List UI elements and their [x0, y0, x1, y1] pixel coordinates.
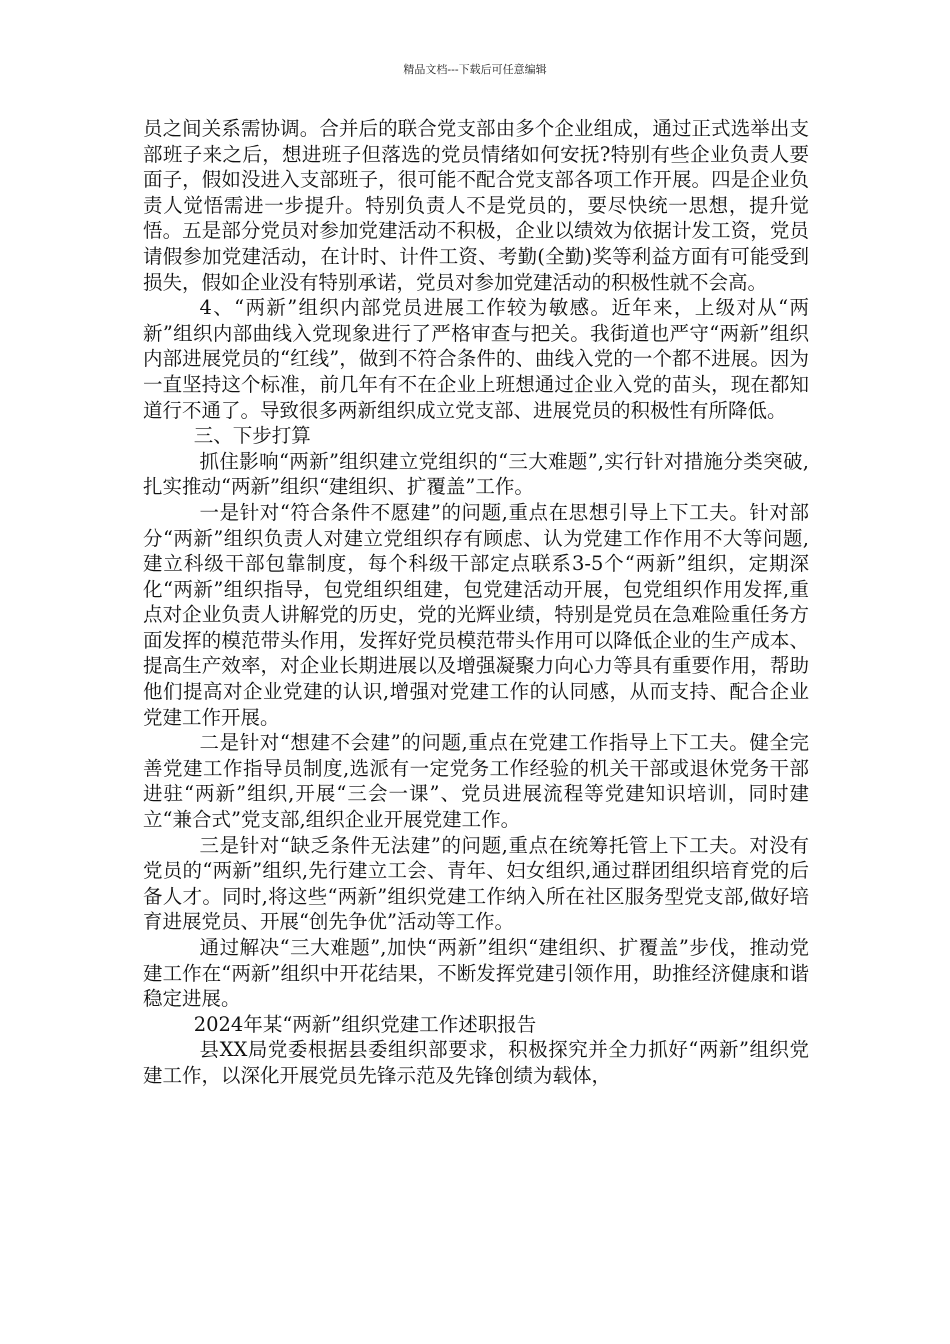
paragraph-continuation: 员之间关系需协调。合并后的联合党支部由多个企业组成，通过正式选举出支部班子来之后，想进班子但落选的党员情绪如何安抚?特别有些企业负责人要面子，假如没进入支部班子，很可能不配合党支部各项工作开展。四是企业负责人觉悟需进一步提升。特别负责人不是党员的，要尽快统一思想，提升觉悟。五是部分党员对参加党建活动不积极，企业以绩效为依据计发工资，党员请假参加党建活动，在计时、计件工资、考勤(全勤)奖等利益方面有可能受到损失，假如企业没有特别承诺，党员对参加党建活动的积极性就不会高。 [143, 117, 809, 294]
paragraph-report-start: 县XX局党委根据县委组织部要求，积极探究并全力抓好“两新”组织党建工作，以深化开展党员先锋示范及先锋创绩为载体， [143, 1038, 809, 1087]
paragraph-conclusion: 通过解决“三大难题”,加快“两新”组织“建组织、扩覆盖”步伐，推动党建工作在“两新”组织中开花结果，不断发挥党建引领作用，助推经济健康和谐稳定进展。 [143, 936, 809, 1011]
paragraph-intro-three-problems: 抓住影响“两新”组织建立党组织的“三大难题”,实行针对措施分类突破,扎实推动“两新”组织“建组织、扩覆盖”工作。 [143, 449, 809, 499]
page-header: 精品文档---下载后可任意编辑 [403, 63, 547, 76]
paragraph-measure-1: 一是针对“符合条件不愿建”的问题,重点在思想引导上下工夫。针对部分“两新”组织负责人对建立党组织存有顾虑、认为党建工作作用不大等问题,建立科级干部包靠制度，每个科级干部定点联系3-5个“两新”组织，定期深化“两新”组织指导，包党组织组建，包党建活动开展，包党组织作用发挥,重点对企业负责人讲解党的历史，党的光辉业绩，特别是党员在急难险重任务方面发挥的模范带头作用，发挥好党员模范带头作用可以降低企业的生产成本、提高生产效率，对企业长期进展以及增强凝聚力向心力等具有重要作用，帮助他们提高对企业党建的认识,增强对党建工作的认同感，从而支持、配合企业党建工作开展。 [143, 500, 809, 729]
section-heading-next-steps: 三、下步打算 [193, 424, 311, 448]
paragraph-measure-2: 二是针对“想建不会建”的问题,重点在党建工作指导上下工夫。健全完善党建工作指导员制度,选派有一定党务工作经验的机关干部或退休党务干部进驻“两新”组织,开展“三会一课”、党员进展流程等党建知识培训，同时建立“兼合式”党支部,组织企业开展党建工作。 [143, 731, 809, 832]
paragraph-measure-3: 三是针对“缺乏条件无法建”的问题,重点在统筹托管上下工夫。对没有党员的“两新”组织,先行建立工会、青年、妇女组织,通过群团组织培育党的后备人才。同时,将这些“两新”组织党建工作纳入所在社区服务型党支部,做好培育进展党员、开展“创先争优”活动等工作。 [143, 833, 809, 934]
paragraph-point-4: 4、“两新”组织内部党员进展工作较为敏感。近年来，上级对从“两新”组织内部曲线入党现象进行了严格审查与把关。我街道也严守“两新”组织内部进展党员的“红线”，做到不符合条件的、曲线入党的一个都不进展。因为一直坚持这个标准，前几年有不在企业上班想通过企业入党的苗头，现在都知道行不通了。导致很多两新组织成立党支部、进展党员的积极性有所降低。 [143, 296, 809, 422]
report-title: 2024年某“两新”组织党建工作述职报告 [193, 1012, 537, 1036]
document-body [143, 116, 809, 1089]
